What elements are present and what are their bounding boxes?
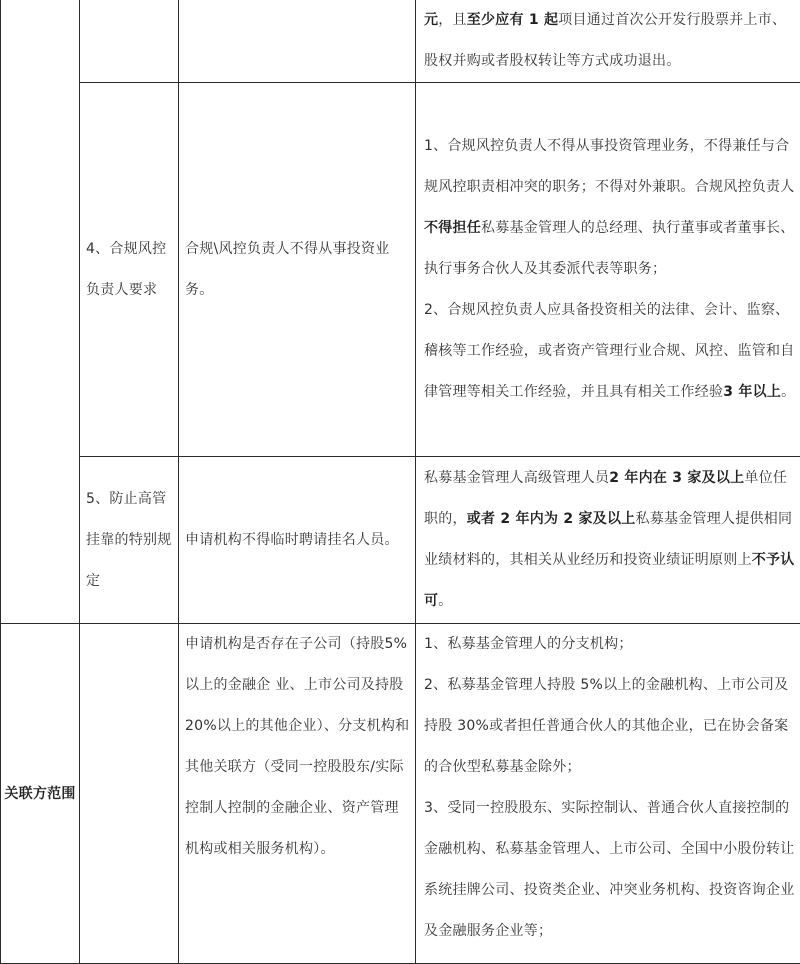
cell-category-empty — [1, 0, 80, 624]
cell-item-empty — [80, 0, 179, 83]
cell-detail-related: 1、私募基金管理人的分支机构； 2、私募基金管理人持股 5%以上的金融机构、上市公司及持股 30%或者担任普通合伙人的其他企业，已在协会备案的合伙型私募基金除外； 3、受同一控股股东、实际控制认、普通合伙人直接控制的金融机构、私募基金管理人、上市公司、全国中小股份转让系统挂牌公司、投资类企业、冲突业务机构、投资咨询企业及金融服务企业等； — [416, 624, 800, 964]
table-row-compliance — [1, 83, 800, 457]
cell-detail-compliance: 1、合规风控负责人不得从事投资管理业务，不得兼任与合规风控职责相冲突的职务；不得对外兼职。合规风控负责人不得担任私募基金管理人的总经理、执行董事或者董事长、执行事务合伙人及其委派代表等职务； 2、合规风控负责人应具备投资相关的法律、会计、监察、稽核等工作经验，或者资产管理行业合规、风控、监管和自律管理等相关工作经验，并且具有相关工作经验3 年以上。 — [416, 83, 800, 457]
cell-rule-empty — [179, 0, 416, 83]
cell-category-related: 关联方范围 — [1, 624, 80, 964]
cell-detail-exit: 元，且至少应有 1 起项目通过首次公开发行股票并上市、股权并购或者股权转让等方式成功退出。 — [416, 0, 800, 83]
cell-rule-compliance: 合规\风控负责人不得从事投资业务。 — [179, 83, 416, 457]
table-row-related — [1, 624, 800, 964]
cell-item-compliance: 4、合规风控负责人要求 — [80, 83, 179, 457]
cell-rule-related: 申请机构是否存在子公司（持股5%以上的金融企 业、上市公司及持股 20%以上的其他企业）、分支机构和其他关联方（受同一控股股东/实际控制人控制的金融企业、资产管理机构或相关服务机构）。 — [179, 624, 416, 964]
cell-item-anti-nominal: 5、防止高管挂靠的特别规定 — [80, 457, 179, 624]
cell-detail-anti-nominal: 私募基金管理人高级管理人员2 年内在 3 家及以上单位任职的，或者 2 年内为 2 家及以上私募基金管理人提供相同业绩材料的，其相关从业经历和投资业绩证明原则上不予认可。 — [416, 457, 800, 624]
table-row-anti-nominal — [1, 457, 800, 624]
cell-rule-anti-nominal: 申请机构不得临时聘请挂名人员。 — [179, 457, 416, 624]
cell-item-related-empty — [80, 624, 179, 964]
table-row-exit — [1, 0, 800, 83]
